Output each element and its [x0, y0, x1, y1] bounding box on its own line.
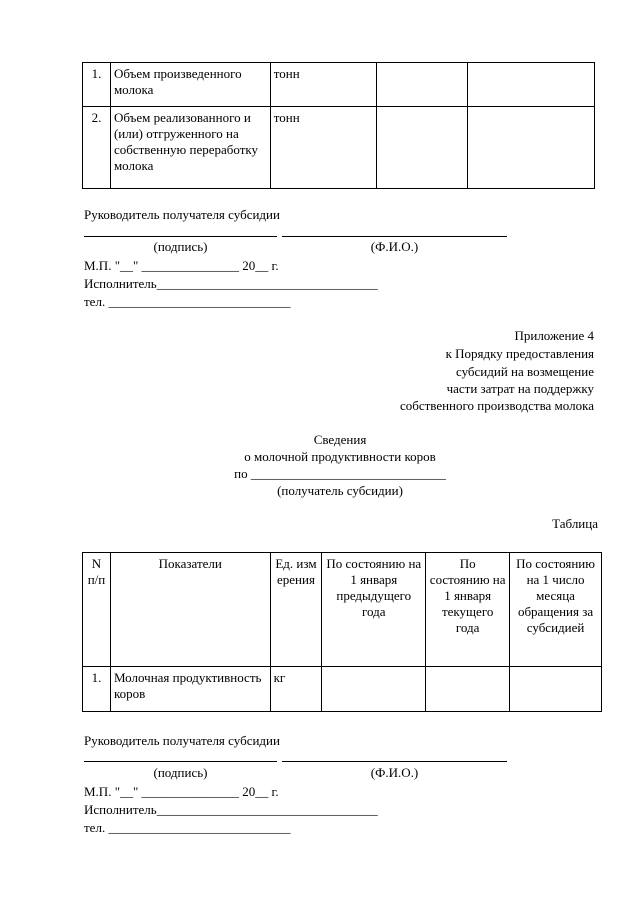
doc-title: Сведения — [313, 432, 367, 447]
header-cell: По состоянию на 1 января предыдущего года — [322, 553, 426, 667]
value-cell — [322, 667, 426, 712]
executor-line: Исполнитель__________________________________ — [84, 802, 378, 817]
fio-caption: (Ф.И.О.) — [370, 239, 419, 254]
signature-line — [84, 761, 277, 762]
table-row — [83, 107, 595, 189]
header-cell: По состоянию на 1 января текущего года — [426, 553, 510, 667]
appendix-line: Приложение 4 — [514, 328, 594, 343]
stamp-date-line: М.П. "__" _______________ 20__ г. — [84, 258, 279, 273]
signature-caption: (подпись) — [153, 765, 208, 780]
table-label: Таблица — [552, 516, 598, 531]
stamp-date-line: М.П. "__" _______________ 20__ г. — [84, 784, 279, 799]
fio-caption: (Ф.И.О.) — [370, 765, 419, 780]
signature-caption: (подпись) — [153, 239, 208, 254]
unit-cell: тонн — [270, 63, 376, 107]
appendix-line: части затрат на поддержку — [446, 381, 594, 396]
header-cell: По состоянию на 1 число месяца обращения за субсидией — [510, 553, 602, 667]
indicator-name: Объем реализованного и (или) отгруженного на собственную переработку молока — [110, 107, 270, 189]
unit-cell: кг — [270, 667, 322, 712]
value-cell — [376, 107, 468, 189]
header-cell: Показатели — [110, 553, 270, 667]
value-cell — [468, 107, 595, 189]
table-milk-productivity — [82, 552, 602, 712]
value-cell — [426, 667, 510, 712]
phone-line: тел. ____________________________ — [84, 820, 291, 835]
signature-line — [84, 236, 277, 237]
row-number: 1. — [83, 667, 111, 712]
value-cell — [510, 667, 602, 712]
indicator-name: Объем произведенного молока — [110, 63, 270, 107]
header-cell: N п/п — [83, 553, 111, 667]
recipient-caption: (получатель субсидии) — [277, 483, 403, 498]
appendix-line: собственного производства молока — [399, 398, 594, 413]
appendix-line: к Порядку предоставления — [445, 346, 594, 361]
table-row — [83, 63, 595, 107]
row-number: 2. — [83, 107, 111, 189]
table-production — [82, 62, 595, 189]
fio-line — [282, 761, 507, 762]
unit-cell: тонн — [270, 107, 376, 189]
executor-line: Исполнитель__________________________________ — [84, 276, 378, 291]
indicator-name: Молочная продуктивность коров — [110, 667, 270, 712]
doc-subtitle: о молочной продуктивности коров — [244, 449, 436, 464]
table-header-row — [83, 553, 602, 667]
recipient-field: по ______________________________ — [234, 466, 446, 481]
head-label: Руководитель получателя субсидии — [84, 733, 280, 748]
value-cell — [376, 63, 468, 107]
head-label: Руководитель получателя субсидии — [84, 207, 280, 222]
appendix-line: субсидий на возмещение — [456, 364, 594, 379]
value-cell — [468, 63, 595, 107]
fio-line — [282, 236, 507, 237]
header-cell: Ед. измерения — [270, 553, 322, 667]
table-row — [83, 667, 602, 712]
phone-line: тел. ____________________________ — [84, 294, 291, 309]
row-number: 1. — [83, 63, 111, 107]
